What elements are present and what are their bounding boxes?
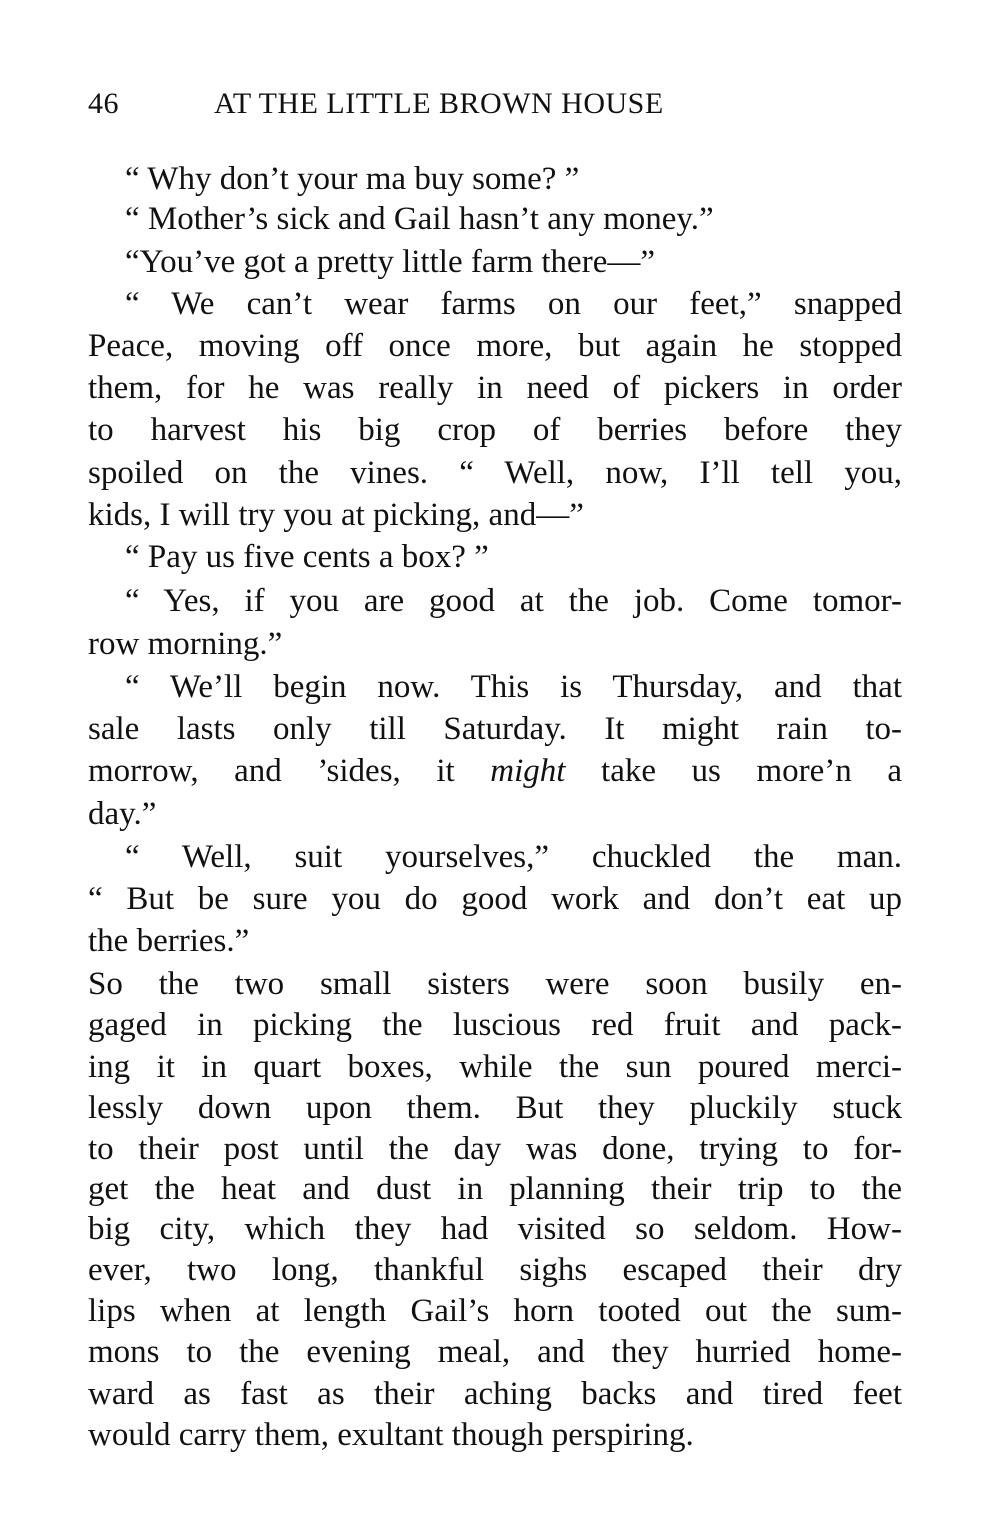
text-line: mons to the evening meal, and they hurried home- — [88, 1334, 902, 1370]
text-line: Peace, moving off once more, but again he stopped — [88, 328, 902, 364]
text-line: the berries.” — [88, 923, 250, 959]
text-line: sale lasts only till Saturday. It might rain to- — [88, 711, 902, 747]
text-line: kids, I will try you at picking, and—” — [88, 497, 584, 533]
text-segment: morrow, and ’sides, it — [88, 753, 491, 789]
text-line: gaged in picking the luscious red fruit and pack- — [88, 1007, 902, 1043]
text-line: “ Well, suit yourselves,” chuckled the man. — [125, 839, 902, 875]
text-line: get the heat and dust in planning their trip to the — [88, 1171, 902, 1207]
text-line: “ Pay us five cents a box? ” — [125, 539, 489, 575]
text-line: So the two small sisters were soon busily en- — [88, 966, 902, 1002]
text-line: would carry them, exultant though perspiring. — [88, 1417, 694, 1453]
text-line: lessly down upon them. But they pluckily stuck — [88, 1090, 902, 1126]
text-line: ing it in quart boxes, while the sun poured merci- — [88, 1049, 902, 1085]
text-line: to harvest his big crop of berries before they — [88, 412, 902, 448]
text-line: “ Mother’s sick and Gail hasn’t any money.” — [125, 201, 714, 237]
running-title: AT THE LITTLE BROWN HOUSE — [214, 87, 664, 120]
text-line: to their post until the day was done, trying to for- — [88, 1131, 902, 1167]
text-line: lips when at length Gail’s horn tooted out the sum- — [88, 1293, 902, 1329]
text-line: ward as fast as their aching backs and tired feet — [88, 1376, 902, 1412]
text-line: them, for he was really in need of pickers in order — [88, 370, 902, 406]
text-line: big city, which they had visited so seldom. How- — [88, 1211, 902, 1247]
text-line: “ Why don’t your ma buy some? ” — [125, 161, 580, 197]
text-line: “ We can’t wear farms on our feet,” snapped — [125, 286, 902, 322]
text-line: “You’ve got a pretty little farm there—” — [125, 244, 655, 280]
text-line: ever, two long, thankful sighs escaped their dry — [88, 1252, 902, 1288]
page-number: 46 — [88, 87, 119, 120]
italic-word: might — [490, 753, 566, 789]
text-line: row morning.” — [88, 626, 283, 662]
text-line: “ But be sure you do good work and don’t eat up — [88, 881, 902, 917]
text-line: “ Yes, if you are good at the job. Come tomor- — [125, 583, 902, 619]
text-line: spoiled on the vines. “ Well, now, I’ll tell you, — [88, 455, 902, 491]
text-line — [88, 750, 902, 792]
text-line: “ We’ll begin now. This is Thursday, and that — [125, 669, 902, 705]
running-head — [88, 84, 788, 124]
text-line: day.” — [88, 796, 157, 832]
text-segment: take us more’n a — [565, 753, 902, 789]
